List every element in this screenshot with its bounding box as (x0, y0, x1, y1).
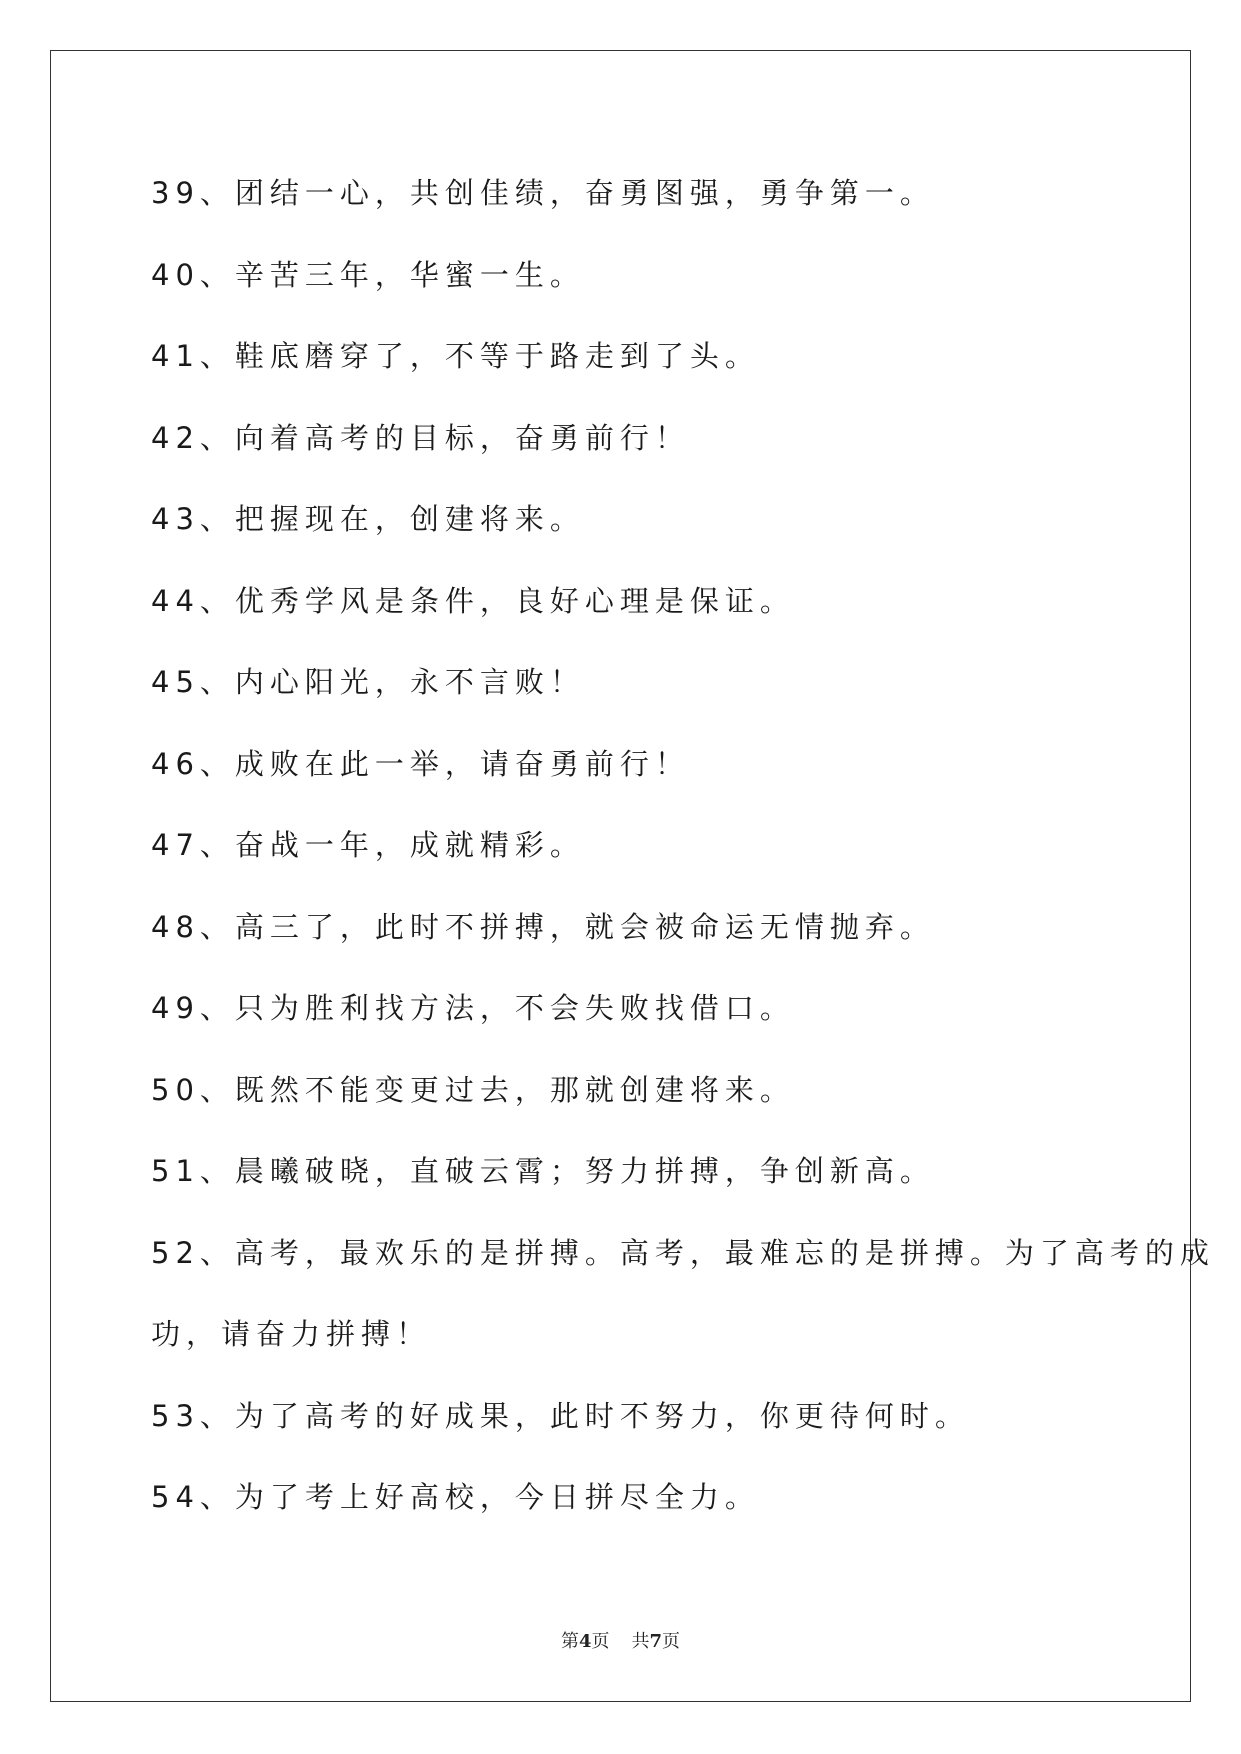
text-line: 45、内心阳光，永不言败！ (151, 665, 585, 699)
text-line: 39、团结一心，共创佳绩，奋勇图强，勇争第一。 (151, 176, 935, 210)
text-line: 41、鞋底磨穿了，不等于路走到了头。 (151, 339, 760, 373)
total-prefix: 共 (631, 1631, 650, 1652)
text-line: 40、辛苦三年，华蜜一生。 (151, 257, 585, 292)
text-line: 48、高三了，此时不拼搏，就会被命运无情抛弃。 (151, 909, 935, 944)
text-line: 44、优秀学风是条件，良好心理是保证。 (151, 583, 795, 618)
text-line: 49、只为胜利找方法，不会失败找借口。 (151, 991, 795, 1025)
total-suffix: 页 (662, 1631, 681, 1652)
text-line: 52、高考，最欢乐的是拼搏。高考，最难忘的是拼搏。为了高考的成 (151, 1235, 1215, 1270)
page-suffix: 页 (591, 1631, 610, 1652)
document-body (151, 163, 1215, 1549)
page-number: 4 (578, 1631, 592, 1652)
text-line: 50、既然不能变更过去，那就创建将来。 (151, 1072, 795, 1107)
text-line: 47、奋战一年，成就精彩。 (151, 828, 585, 862)
text-line: 51、晨曦破晓，直破云霄；努力拼搏，争创新高。 (151, 1154, 935, 1188)
text-line: 42、向着高考的目标，奋勇前行！ (151, 420, 690, 455)
page-footer (0, 1627, 1241, 1653)
text-line: 功，请奋力拼搏！ (151, 1317, 432, 1351)
text-line: 46、成败在此一举，请奋勇前行！ (151, 746, 690, 781)
text-line: 54、为了考上好高校，今日拼尽全力。 (151, 1480, 760, 1514)
page-prefix: 第 (560, 1631, 579, 1652)
text-line: 53、为了高考的好成果，此时不努力，你更待何时。 (151, 1398, 970, 1433)
text-line: 43、把握现在，创建将来。 (151, 502, 585, 536)
total-pages: 7 (649, 1631, 663, 1652)
